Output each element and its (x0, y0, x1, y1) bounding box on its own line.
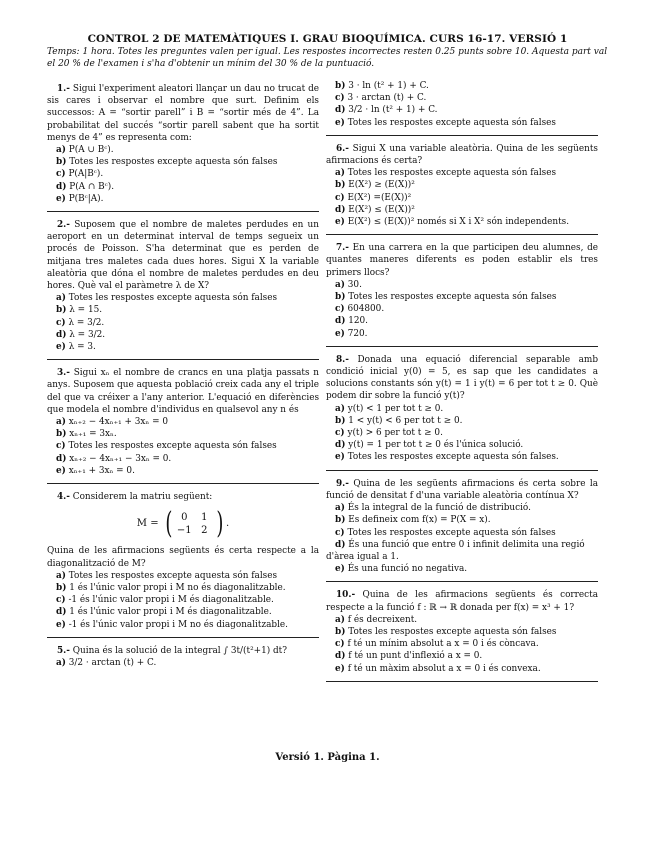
option-letter: c) (56, 441, 66, 452)
option-text: Totes les respostes excepte aquesta són falses (68, 293, 278, 304)
matrix-entry: 2 (201, 525, 208, 537)
question-statement: Suposem que el nombre de maletes perdudes en un aeroport en un determinat interval de temps segueix un procés de Poisson. S'ha determinat que es perden de mitjana tres maletes cada dues hores. Sigui X la variable aleatòria que dóna el nombre de maletes perdudes en deu hores. Què val el paràmetre λ de X? (47, 220, 319, 292)
option-letter: b) (56, 157, 67, 168)
question-separator (326, 135, 598, 136)
question-number: 9.- (336, 478, 349, 489)
option-text: Totes les respostes excepte aquesta són falses (348, 626, 557, 637)
option-text: P(A ∩ Bᶜ). (69, 181, 115, 192)
option-letter: e) (335, 217, 345, 228)
question-3 (47, 367, 319, 477)
answer-option (47, 606, 319, 618)
answer-option (326, 315, 598, 327)
question-4 (47, 491, 319, 631)
option-text: E(X²) ≤ (E(X))² només si X i X² són independents. (347, 217, 570, 228)
question-text (326, 478, 598, 502)
option-letter: d) (335, 539, 346, 550)
option-text: 3/2 · arctan (t) + C. (68, 657, 157, 668)
answer-option (326, 92, 598, 104)
option-text: f té un màxim absolut a x = 0 i és convexa. (347, 663, 541, 674)
question-10 (326, 589, 598, 674)
question-text (326, 354, 598, 403)
answer-option (326, 514, 598, 526)
question-text (47, 645, 319, 657)
left-paren: ( (164, 506, 172, 542)
option-text: 1 és l'únic valor propi i M és diagonalitzable. (69, 607, 272, 618)
exam-instructions: Temps: 1 hora. Totes les preguntes valen per igual. Les respostes incorrectes resten 0.25 punts sobre 10. Aquesta part val el 20 % de l'examen i s'ha d'obtenir un mínim del 30 % de la puntuació. (47, 47, 608, 69)
question-statement: Quina de les afirmacions següents és correcta respecte a la funció f : ℝ → ℝ donada per f(x) = x³ + 1? (326, 590, 598, 613)
answer-option (47, 440, 319, 452)
answer-option (47, 453, 319, 465)
answer-option (326, 179, 598, 191)
answer-option (326, 415, 598, 427)
answer-option (47, 329, 319, 341)
question-text-2: Quina de les afirmacions següents és certa respecte a la diagonalització de M? (47, 546, 319, 569)
question-text (47, 83, 319, 144)
option-text: f té un punt d'inflexió a x = 0. (348, 651, 483, 662)
answer-option (326, 192, 598, 204)
answer-option (326, 279, 598, 291)
question-separator (326, 581, 598, 582)
matrix-expression (136, 506, 230, 542)
answer-option (326, 80, 598, 92)
question-number: 10.- (336, 590, 356, 601)
right-column (326, 80, 598, 689)
option-letter: e) (56, 465, 66, 476)
question-statement: Considerem la matriu següent: (72, 492, 213, 503)
option-text: λ = 3/2. (68, 317, 105, 328)
option-letter: e) (335, 328, 345, 339)
page-footer: Versió 1. Pàgina 1. (275, 752, 380, 763)
option-text: λ = 15. (69, 305, 103, 316)
option-letter: b) (335, 180, 346, 191)
option-text: Totes les respostes excepte aquesta són falses (69, 157, 278, 168)
option-text: 604800. (347, 304, 385, 315)
question-separator (47, 483, 319, 484)
option-text: És una funció no negativa. (347, 564, 468, 575)
question-8 (326, 354, 598, 464)
option-letter: d) (335, 316, 346, 327)
answer-option (47, 144, 319, 156)
question-number: 8.- (336, 354, 349, 365)
answer-option (326, 216, 598, 228)
question-5 (47, 645, 319, 669)
option-text: E(X²) ≤ (E(X))² (348, 204, 415, 215)
question-text (47, 219, 319, 292)
option-text: λ = 3/2. (69, 329, 106, 340)
answer-option (326, 638, 598, 650)
option-text: -1 és l'únic valor propi i M és diagonalitzable. (68, 595, 274, 606)
matrix-entry: 0 (181, 512, 188, 524)
option-letter: a) (335, 279, 345, 290)
answer-option (47, 582, 319, 594)
option-letter: b) (56, 305, 67, 316)
option-letter: a) (56, 417, 66, 428)
answer-option (47, 428, 319, 440)
option-letter: b) (56, 582, 67, 593)
option-letter: e) (56, 342, 66, 353)
option-text: -1 és l'únic valor propi i M no és diagonalitzable. (68, 619, 289, 630)
option-letter: b) (335, 515, 346, 526)
question-text (326, 143, 598, 167)
option-text: 3 · arctan (t) + C. (347, 93, 427, 104)
question-2 (47, 219, 319, 353)
question-separator (326, 234, 598, 235)
answer-option (326, 439, 598, 451)
question-7 (326, 242, 598, 340)
matrix-label: M = (136, 518, 159, 530)
question-number: 3.- (57, 368, 70, 379)
option-text: Totes les respostes excepte aquesta són falses (347, 117, 556, 128)
answer-option (326, 403, 598, 415)
exam-title: CONTROL 2 DE MATEMÀTIQUES I. GRAU BIOQUÍMICA. CURS 16-17. VERSIÓ 1 (87, 33, 568, 45)
question-text (47, 491, 319, 503)
right-paren: ) (216, 506, 224, 542)
option-letter: e) (335, 117, 345, 128)
answer-option (47, 168, 319, 180)
option-text: E(X²) =(E(X))² (347, 192, 412, 203)
answer-option (326, 204, 598, 216)
answer-option (47, 341, 319, 353)
option-letter: a) (335, 168, 345, 179)
option-text: És la integral de la funció de distribució. (347, 503, 531, 514)
answer-option (326, 303, 598, 315)
answer-option (326, 427, 598, 439)
matrix-m (47, 506, 319, 542)
answer-option (326, 502, 598, 514)
option-text: Totes les respostes excepte aquesta són falses (347, 168, 557, 179)
option-text: Totes les respostes excepte aquesta són falses (348, 292, 557, 303)
option-text: 30. (347, 279, 362, 290)
option-text: 1 < y(t) < 6 per tot t ≥ 0. (348, 415, 463, 426)
answer-option (326, 117, 598, 129)
answer-option (326, 451, 598, 463)
answer-option (47, 181, 319, 193)
question-separator (47, 637, 319, 638)
option-text: f és decreixent. (347, 614, 418, 625)
option-letter: b) (335, 292, 346, 303)
option-letter: e) (335, 564, 345, 575)
option-letter: d) (56, 329, 67, 340)
question-number: 1.- (57, 84, 70, 94)
answer-option (47, 570, 319, 582)
option-text: P(Bᶜ|A). (68, 193, 104, 204)
question-statement: Donada una equació diferencial separable amb condició inicial y(0) = 5, es sap que les candidates a solucions constants són y(t) = 1 i y(t) = 6 per tot t ≥ 0. Què podem dir sobre la funció y(t)? (326, 354, 598, 402)
option-text: y(t) = 1 per tot t ≥ 0 és l'única solució. (348, 440, 524, 451)
question-statement: Sigui X una variable aleatòria. Quina de les següents afirmacions és certa? (326, 143, 598, 167)
option-text: 1 és l'únic valor propi i M no és diagonalitzable. (69, 582, 286, 593)
question-separator (326, 681, 598, 682)
answer-option (47, 657, 319, 669)
answer-option (326, 539, 598, 563)
option-letter: d) (56, 453, 67, 464)
question-text (326, 242, 598, 279)
question-statement: En una carrera en la que participen deu alumnes, de quantes maneres diferents es poden establir els tres primers llocs? (326, 243, 599, 278)
matrix-entry: 1 (201, 512, 208, 524)
option-letter: d) (335, 651, 346, 662)
question-statement: Quina de les següents afirmacions és certa sobre la funció de densitat f d'una variable aleatòria contínua X? (326, 478, 598, 501)
question-statement: Sigui l'experiment aleatori llançar un dau no trucat de sis cares i observar el nombre que surt. Definim els successos: A = “sortir parell” i B = “sortir més de 4”. La probabilitat del succés “sortir parell sabent que ha sortit menys de 4” es representa com: (47, 84, 319, 143)
option-text: Es defineix com f(x) = P(X = x). (348, 515, 491, 526)
option-letter: e) (335, 663, 345, 674)
answer-option (326, 527, 598, 539)
option-letter: d) (56, 181, 67, 192)
question-statement: Quina és la solució de la integral ∫ 3t/(t²+1) dt? (72, 645, 288, 656)
option-letter: c) (335, 639, 345, 650)
option-letter: e) (335, 452, 345, 463)
option-letter: b) (335, 81, 346, 91)
option-letter: d) (335, 440, 346, 451)
option-text: 720. (347, 328, 368, 339)
option-letter: a) (56, 293, 66, 304)
option-text: xₙ₊₂ − 4xₙ₊₁ − 3xₙ = 0. (69, 453, 172, 464)
option-text: xₙ₊₁ = 3xₙ. (69, 429, 117, 440)
question-separator (47, 211, 319, 212)
question-separator (326, 346, 598, 347)
question-separator (326, 470, 598, 471)
option-text: És una funció que entre 0 i infinit delimita una regió d'àrea igual a 1. (326, 539, 585, 562)
question-number: 4.- (57, 492, 70, 503)
option-letter: c) (335, 428, 345, 439)
answer-option (47, 156, 319, 168)
option-letter: d) (335, 204, 346, 215)
option-text: 3 · ln (t² + 1) + C. (348, 81, 429, 91)
option-text: Totes les respostes excepte aquesta són falses (68, 570, 278, 581)
question-statement: Sigui xₙ el nombre de crancs en una platja passats n anys. Suposem que aquesta població creix cada any el triple del que va créixer a l'any anterior. L'equació en diferències que modela el nombre d'individus en qualsevol any n és (47, 368, 320, 415)
answer-option (326, 291, 598, 303)
option-text: Totes les respostes excepte aquesta són falses (347, 527, 556, 538)
answer-option (47, 317, 319, 329)
question-separator (47, 359, 319, 360)
option-text: 3/2 · ln (t² + 1) + C. (348, 105, 438, 116)
option-letter: d) (56, 607, 67, 618)
option-text: xₙ₊₂ − 4xₙ₊₁ + 3xₙ = 0 (68, 417, 168, 428)
question-text (47, 367, 319, 416)
answer-option (326, 663, 598, 675)
option-letter: c) (335, 192, 345, 203)
answer-option (47, 594, 319, 606)
option-text: y(t) < 1 per tot t ≥ 0. (347, 403, 444, 414)
option-letter: c) (335, 304, 345, 315)
option-text: 120. (348, 316, 368, 327)
option-letter: c) (56, 317, 66, 328)
answer-option (47, 416, 319, 428)
option-letter: a) (56, 570, 66, 581)
answer-option (326, 104, 598, 116)
matrix-entries (174, 511, 214, 537)
option-text: E(X²) ≥ (E(X))² (348, 180, 415, 191)
question-number: 5.- (57, 645, 70, 656)
answer-option (47, 292, 319, 304)
question-number: 6.- (336, 143, 349, 154)
option-letter: a) (335, 503, 345, 514)
option-letter: c) (56, 595, 66, 606)
question-6 (326, 143, 598, 228)
answer-option (326, 328, 598, 340)
question-number: 2.- (57, 220, 70, 231)
option-letter: c) (56, 169, 66, 180)
option-letter: b) (335, 626, 346, 637)
option-letter: e) (56, 193, 66, 204)
option-letter: d) (335, 105, 346, 116)
answer-option (47, 619, 319, 631)
left-column (47, 83, 319, 669)
answer-option (47, 465, 319, 477)
question-5-continued (326, 80, 598, 129)
option-letter: a) (56, 657, 66, 668)
answer-option (326, 563, 598, 575)
option-text: λ = 3. (68, 342, 96, 353)
answer-option (326, 167, 598, 179)
option-letter: c) (335, 93, 345, 104)
answer-option (47, 304, 319, 316)
question-text (326, 589, 598, 613)
option-text: P(A|Bᶜ). (68, 169, 104, 180)
question-number: 7.- (336, 243, 349, 254)
option-text: Totes les respostes excepte aquesta són falses. (347, 452, 559, 463)
answer-option (47, 193, 319, 205)
option-text: xₙ₊₁ + 3xₙ = 0. (68, 465, 135, 476)
option-letter: e) (56, 619, 66, 630)
option-letter: a) (335, 614, 345, 625)
option-text: y(t) > 6 per tot t ≥ 0. (347, 428, 443, 439)
option-letter: a) (335, 403, 345, 414)
option-text: P(A ∪ Bᶜ). (68, 145, 114, 156)
option-text: Totes les respostes excepte aquesta són falses (68, 441, 277, 452)
answer-option (326, 626, 598, 638)
matrix-end: . (226, 518, 230, 530)
answer-option (326, 650, 598, 662)
question-9 (326, 478, 598, 576)
option-letter: b) (56, 429, 67, 440)
option-letter: b) (335, 415, 346, 426)
answer-option (326, 614, 598, 626)
option-text: f té un mínim absolut a x = 0 i és còncava. (347, 639, 539, 650)
question-1 (47, 83, 319, 205)
matrix-entry: −1 (176, 525, 192, 537)
option-letter: a) (56, 145, 66, 156)
option-letter: c) (335, 527, 345, 538)
